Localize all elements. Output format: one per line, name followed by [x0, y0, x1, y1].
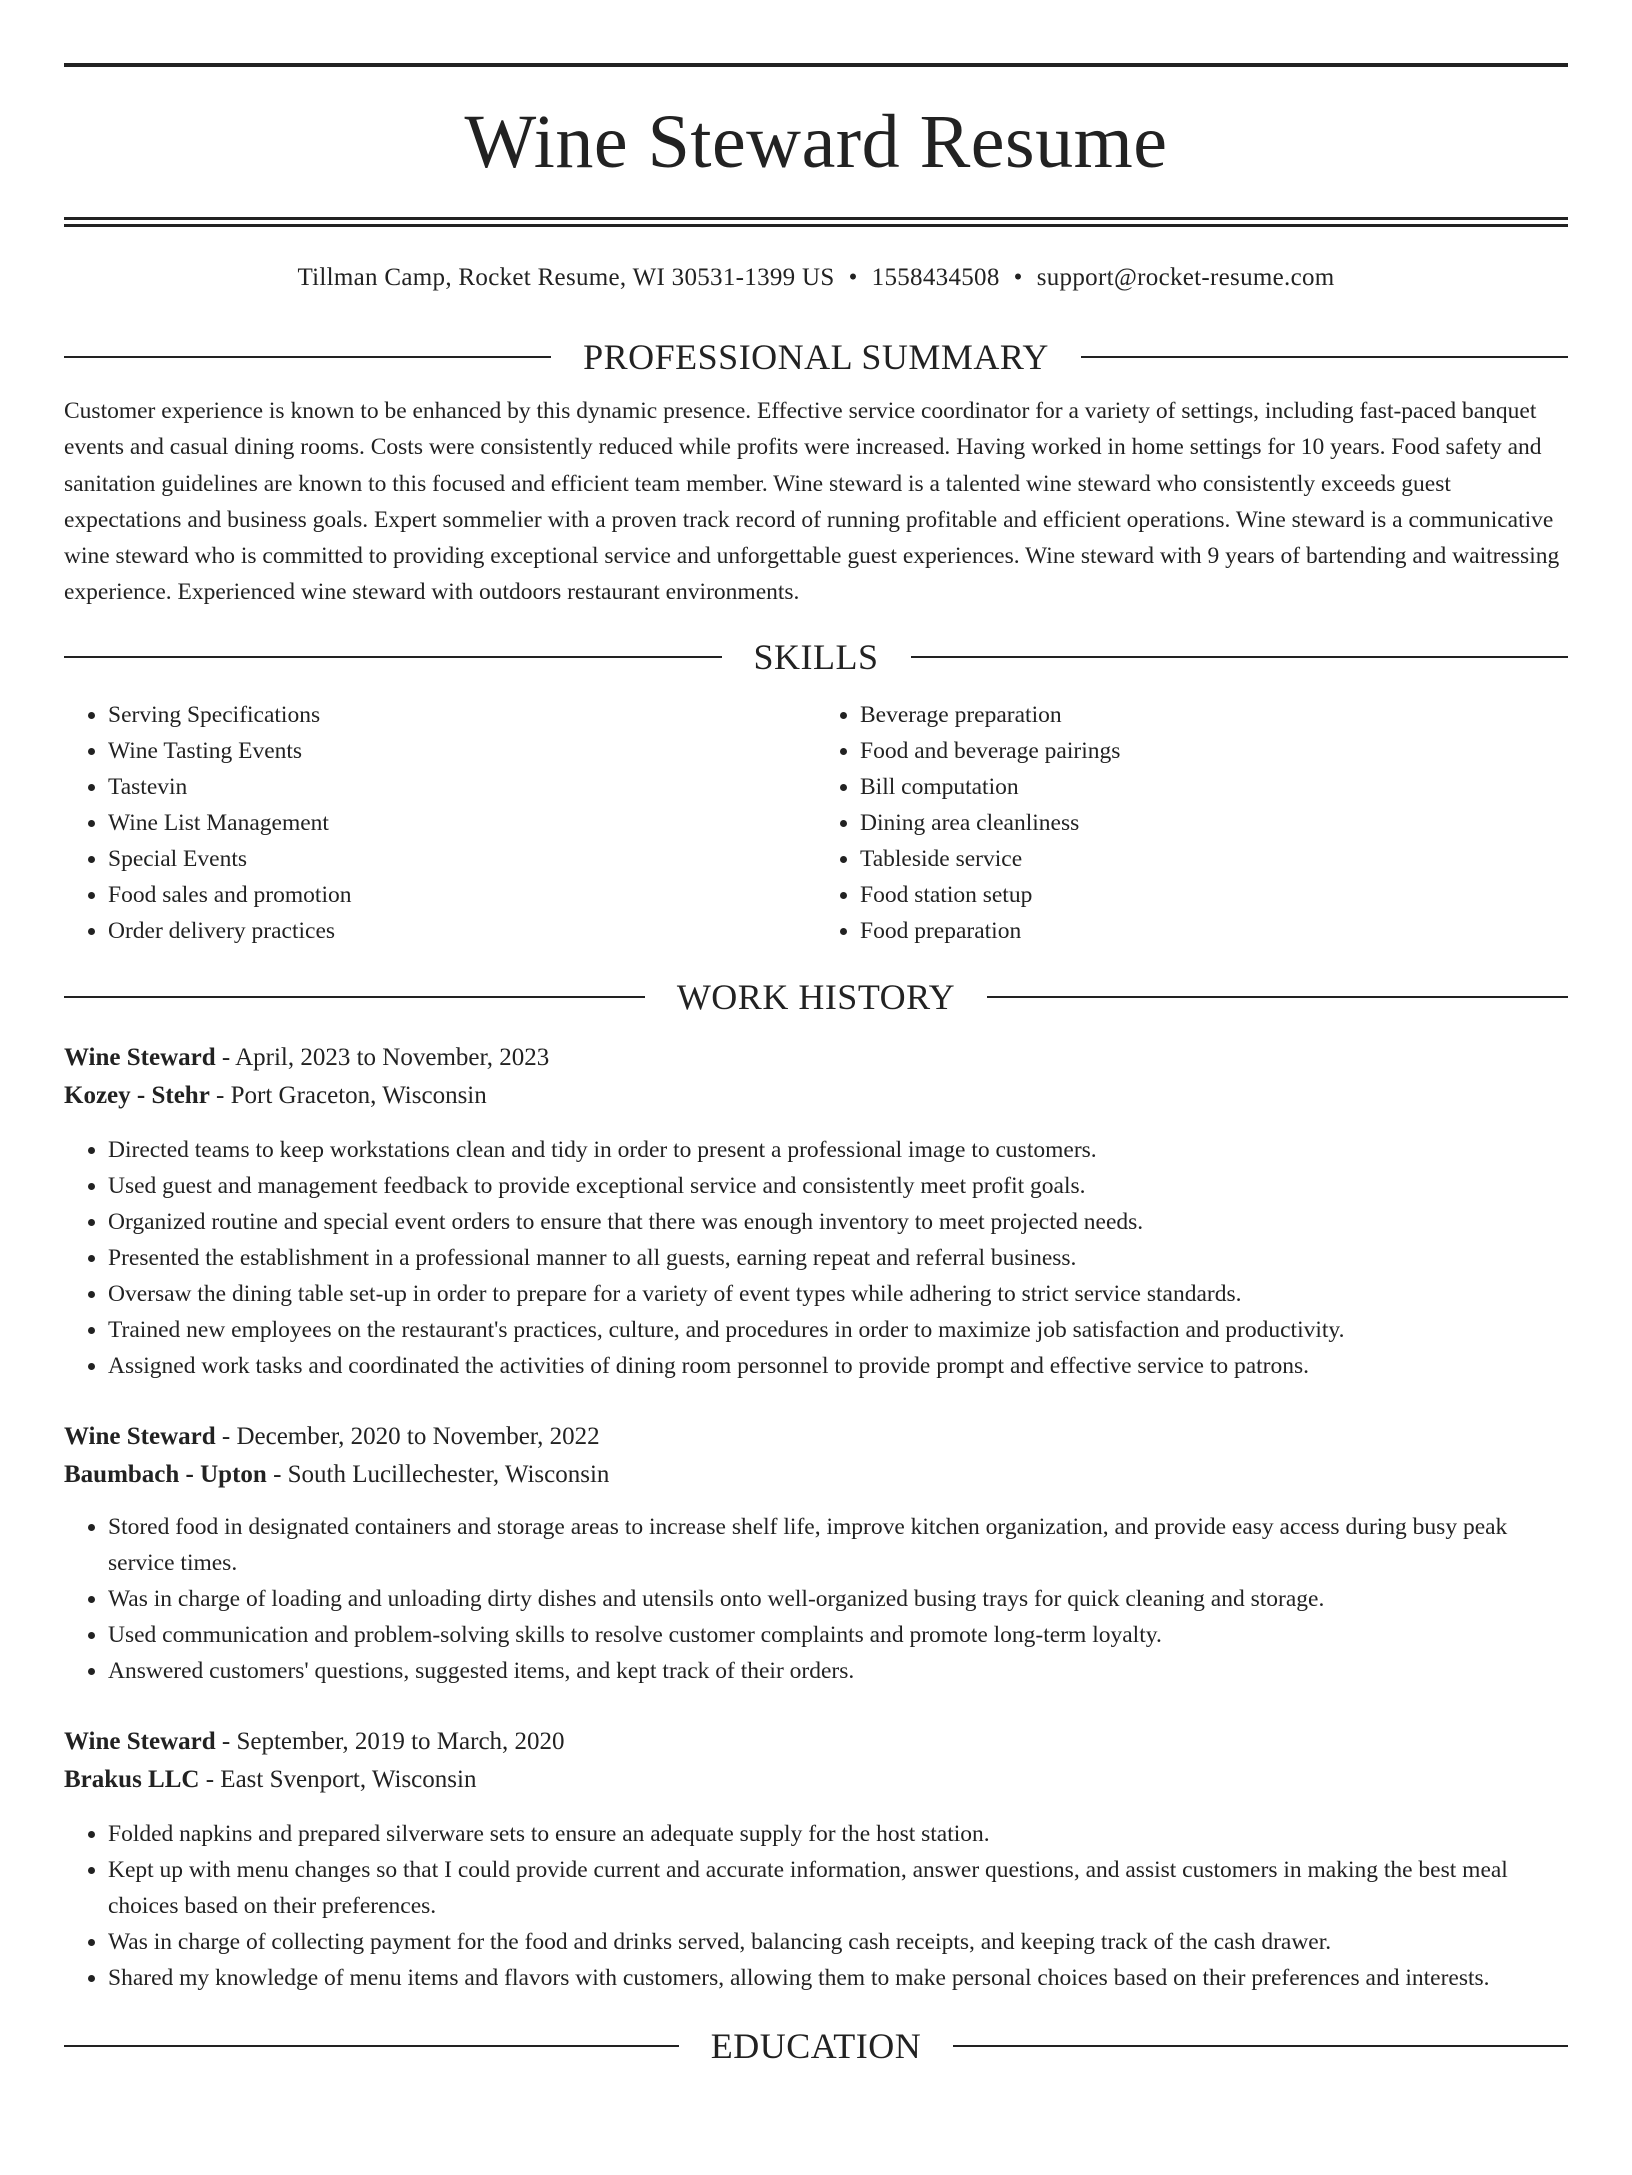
- job-entry: [64, 1418, 1568, 1689]
- skills-list-left: [64, 697, 816, 949]
- skills-columns: [64, 697, 1568, 949]
- job-location: East Svenport, Wisconsin: [220, 1766, 477, 1794]
- job-title-line: Wine Steward - December, 2020 to November, 2022: [64, 1422, 600, 1450]
- contact-phone: 1558434508: [871, 264, 1000, 291]
- heading-rule: [1081, 356, 1568, 358]
- job-dates: April, 2023 to November, 2023: [235, 1043, 550, 1071]
- work-heading-label: WORK HISTORY: [676, 976, 956, 1017]
- resume-title: Wine Steward Resume: [464, 100, 1168, 184]
- job-bullet: • Answered customers' questions, suggested items, and kept track of their orders.: [108, 1653, 1568, 1689]
- skills-heading-label: SKILLS: [753, 636, 879, 677]
- contact-separator: •: [848, 264, 858, 291]
- job-company: Kozey - Stehr: [64, 1082, 210, 1110]
- job-bullets: [64, 1816, 1568, 1996]
- job-title-line: Wine Steward - September, 2019 to March, 2020: [64, 1727, 565, 1755]
- skill-item: • Food sales and promotion: [108, 877, 816, 913]
- contact-address: Tillman Camp, Rocket Resume, WI 30531-1399 US: [297, 264, 835, 291]
- job-title: Wine Steward: [64, 1422, 216, 1450]
- job-bullet: • Presented the establishment in a professional manner to all guests, earning repeat and referral business.: [108, 1240, 1568, 1276]
- job-company-line: Brakus LLC - East Svenport, Wisconsin: [64, 1766, 477, 1794]
- job-company: Baumbach - Upton: [64, 1461, 267, 1489]
- job-bullet: • Shared my knowledge of menu items and flavors with customers, allowing them to make personal choices based on their preferences and interests.: [108, 1960, 1568, 1996]
- skill-item: • Tableside service: [860, 841, 1568, 877]
- education-heading-label: EDUCATION: [710, 2025, 922, 2066]
- job-bullets: [64, 1509, 1568, 1689]
- job-company-line: Kozey - Stehr - Port Graceton, Wisconsin: [64, 1082, 487, 1110]
- heading-rule: [64, 2045, 679, 2047]
- heading-rule: [987, 996, 1568, 998]
- heading-rule: [64, 996, 645, 998]
- skill-item: • Tastevin: [108, 769, 816, 805]
- job-bullet: • Trained new employees on the restaurant's practices, culture, and procedures in order to maximize job satisfaction and productivity.: [108, 1312, 1568, 1348]
- summary-text: Customer experience is known to be enhanced by this dynamic presence. Effective service coordinator for a variety of settings, including fast-paced banquet events and casual dining rooms. Costs were consistently reduced while profits were increased. Having worked in home settings for 10 years. Food safety and sanitation guidelines are known to this focused and efficient team member. Wine steward is a talented wine steward who consistently exceeds guest expectations and business goals. Expert sommelier with a proven track record of running profitable and efficient operations. Wine steward is a communicative wine steward who is committed to providing exceptional service and unforgettable guest experiences. Wine steward with 9 years of bartending and waitressing experience. Experienced wine steward with outdoors restaurant environments.: [64, 398, 1560, 606]
- skill-item: • Order delivery practices: [108, 913, 816, 949]
- job-bullet: • Was in charge of collecting payment for the food and drinks served, balancing cash receipts, and keeping track of the cash drawer.: [108, 1924, 1568, 1960]
- job-bullet: • Stored food in designated containers and storage areas to increase shelf life, improve kitchen organization, and provide easy access during busy peak service times.: [108, 1509, 1568, 1581]
- contact-line: [64, 262, 1568, 294]
- skill-item: • Food preparation: [860, 913, 1568, 949]
- job-bullet: • Used guest and management feedback to provide exceptional service and consistently meet profit goals.: [108, 1168, 1568, 1204]
- skill-item: • Food and beverage pairings: [860, 733, 1568, 769]
- job-bullet: • Was in charge of loading and unloading dirty dishes and utensils onto well-organized busing trays for quick cleaning and storage.: [108, 1581, 1568, 1617]
- job-bullet: • Assigned work tasks and coordinated the activities of dining room personnel to provide prompt and effective service to patrons.: [108, 1348, 1568, 1384]
- skill-item: • Dining area cleanliness: [860, 805, 1568, 841]
- heading-rule: [64, 656, 722, 658]
- job-company-line: Baumbach - Upton - South Lucillechester, Wisconsin: [64, 1461, 610, 1489]
- work-heading: [64, 975, 1568, 1019]
- title-double-rule: [64, 217, 1568, 227]
- skill-item: • Serving Specifications: [108, 697, 816, 733]
- job-bullets: [64, 1132, 1568, 1384]
- skill-item: • Beverage preparation: [860, 697, 1568, 733]
- skill-item: • Wine Tasting Events: [108, 733, 816, 769]
- job-company: Brakus LLC: [64, 1766, 200, 1794]
- heading-rule: [953, 2045, 1568, 2047]
- contact-email: support@rocket-resume.com: [1036, 264, 1335, 291]
- resume-page: [0, 63, 1632, 2175]
- heading-rule: [64, 356, 551, 358]
- job-bullet: • Directed teams to keep workstations clean and tidy in order to present a professional image to customers.: [108, 1132, 1568, 1168]
- top-rule: [64, 63, 1568, 67]
- job-dates: September, 2019 to March, 2020: [236, 1727, 565, 1755]
- job-bullet: • Oversaw the dining table set-up in order to prepare for a variety of event types while adhering to strict service standards.: [108, 1276, 1568, 1312]
- job-title: Wine Steward: [64, 1043, 216, 1071]
- job-dates: December, 2020 to November, 2022: [236, 1422, 600, 1450]
- job-bullet: • Folded napkins and prepared silverware sets to ensure an adequate supply for the host station.: [108, 1816, 1568, 1852]
- job-title-line: Wine Steward - April, 2023 to November, 2023: [64, 1043, 550, 1071]
- job-location: South Lucillechester, Wisconsin: [287, 1461, 610, 1489]
- skills-list-right: [816, 697, 1568, 949]
- summary-heading-label: PROFESSIONAL SUMMARY: [583, 337, 1049, 377]
- job-entry: [64, 1039, 1568, 1384]
- skills-heading: [64, 635, 1568, 679]
- job-title: Wine Steward: [64, 1727, 216, 1755]
- job-bullet: • Organized routine and special event orders to ensure that there was enough inventory to meet projected needs.: [108, 1204, 1568, 1240]
- summary-heading: [64, 335, 1568, 379]
- job-bullet: • Used communication and problem-solving skills to resolve customer complaints and promote long-term loyalty.: [108, 1617, 1568, 1653]
- education-heading: [64, 2024, 1568, 2068]
- job-entry: [64, 1723, 1568, 1996]
- skill-item: • Bill computation: [860, 769, 1568, 805]
- skill-item: • Special Events: [108, 841, 816, 877]
- contact-separator: •: [1013, 264, 1023, 291]
- job-location: Port Graceton, Wisconsin: [230, 1082, 487, 1110]
- skill-item: • Food station setup: [860, 877, 1568, 913]
- skill-item: • Wine List Management: [108, 805, 816, 841]
- heading-rule: [911, 656, 1569, 658]
- job-bullet: • Kept up with menu changes so that I could provide current and accurate information, answer questions, and assist customers in making the best meal choices based on their preferences.: [108, 1852, 1568, 1924]
